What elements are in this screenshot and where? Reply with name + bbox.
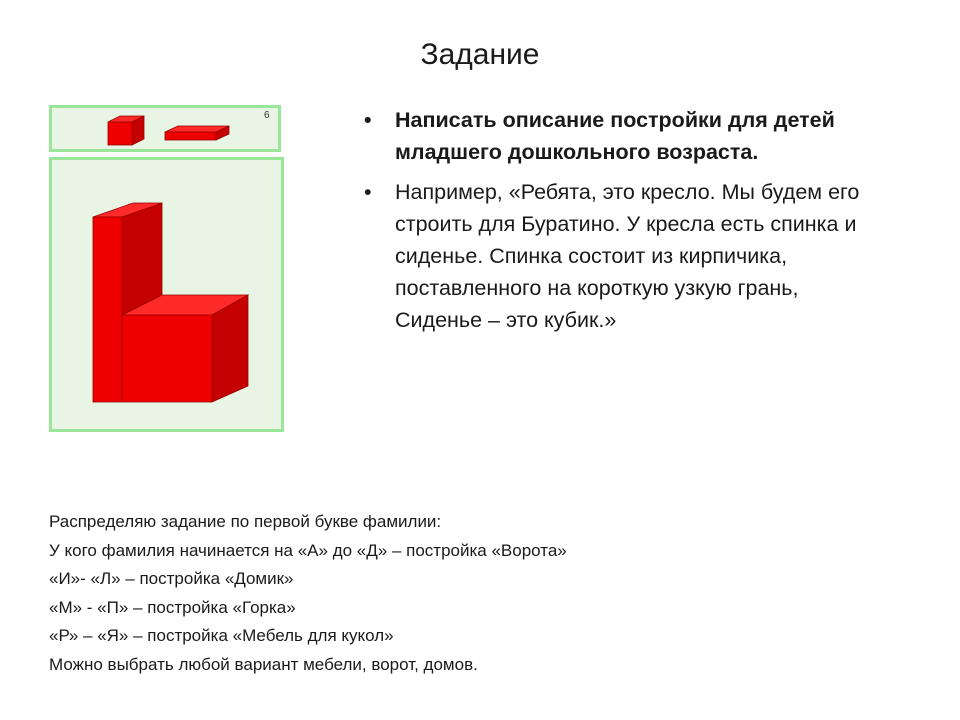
assignment-line: У кого фамилия начинается на «А» до «Д» – постройка «Ворота» [49,540,567,560]
brick-part-icon [165,126,229,140]
bullet-dot-icon: • [364,108,372,132]
assignment-line: «Р» – «Я» – постройка «Мебель для кукол» [49,626,394,645]
bullet-text: Например, «Ребята, это кресло. Мы будем его строить для Буратино. У кресла есть спинка и сиденье. Спинка состоит из кирпичика, поставленного на короткую узкую грань, Сиденье – это кубик.» [395,180,860,332]
bullet-example [360,176,880,336]
task-bullets [360,104,880,336]
assignment-line: «И»- «Л» – постройка «Домик» [49,569,294,588]
bullet-dot-icon: • [364,180,372,204]
slide-title: Задание [420,38,540,71]
assignment-block [49,508,567,679]
cube-part-icon [108,116,144,145]
bullet-task [360,104,880,168]
bullet-text: Написать описание постройки для детей младшего дошкольного возраста. [395,108,835,164]
panel-number: 6 [264,110,270,121]
assignment-line: Распределяю задание по первой букве фамилии: [49,512,442,531]
assignment-line: «М» - «П» – постройка «Горка» [49,597,296,617]
assignment-line: Можно выбрать любой вариант мебели, ворот, домов. [49,654,478,674]
chair-seat-block [122,295,248,402]
